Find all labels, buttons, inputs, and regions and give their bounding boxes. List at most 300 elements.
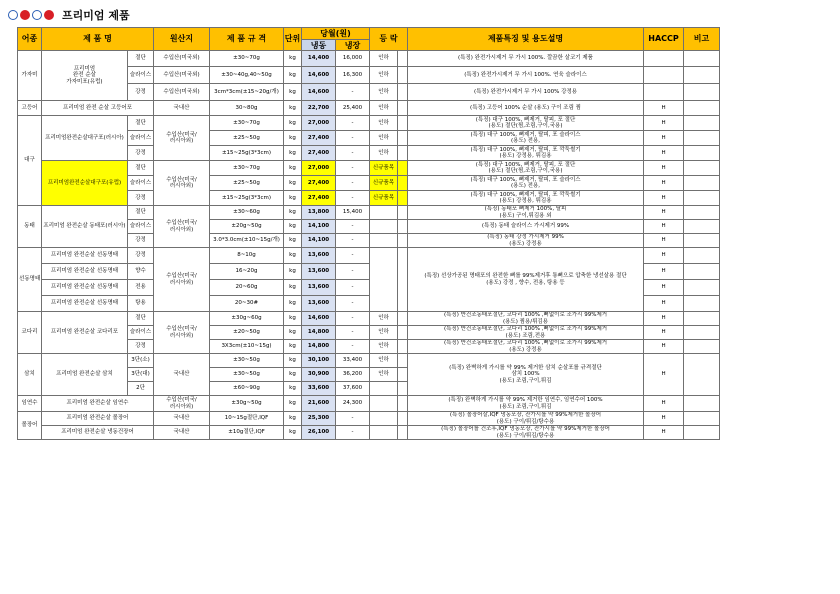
category-cell: 고등어 <box>18 101 42 116</box>
spec-cell: ±20~50g <box>210 326 284 340</box>
frozen-price-cell: 27,400 <box>302 176 336 191</box>
origin-cell: 수입산(미국/러시아외) <box>154 248 210 312</box>
origin-cell: 수입산(미국/러시아외) <box>154 206 210 248</box>
unit-cell: kg <box>284 312 302 326</box>
grade-cell: 인하 <box>370 354 398 368</box>
cut-type-cell: 강정 <box>128 146 154 161</box>
category-cell: 임연수 <box>18 396 42 412</box>
cut-type-cell: 전용 <box>128 280 154 296</box>
table-row <box>18 206 720 220</box>
haccp-cell: H <box>644 312 684 326</box>
grade-cell: 인하 <box>370 101 398 116</box>
unit-cell: kg <box>284 176 302 191</box>
unit-cell: kg <box>284 191 302 206</box>
chilled-price-cell: - <box>336 176 370 191</box>
table-row <box>18 116 720 131</box>
frozen-price-cell: 27,400 <box>302 131 336 146</box>
table-row <box>18 101 720 116</box>
chilled-price-cell: 24,300 <box>336 396 370 412</box>
note-cell <box>684 396 720 412</box>
note-cell <box>684 426 720 440</box>
chilled-price-cell: - <box>336 220 370 234</box>
origin-cell: 수입산(미국외) <box>154 67 210 84</box>
grade-cell <box>370 206 398 220</box>
note-cell <box>684 296 720 312</box>
feature-cell: (특징) 대구 100%, 뼈제거, 탈피, 포 슬라이스 (용도) 전용, <box>408 176 644 191</box>
haccp-cell: H <box>644 176 684 191</box>
feature-cell: (특징) 완전가시제거 무 가시 100%. 연육 슬라이스 <box>408 67 644 84</box>
grade-spacer-cell <box>398 101 408 116</box>
feature-cell: (특징) 고등어 100% 순살 (용도) 구이 조림 찜 <box>408 101 644 116</box>
grade-cell: 인하 <box>370 67 398 84</box>
haccp-cell: H <box>644 340 684 354</box>
feature-cell: (특징) 반건조동태포절단, 코다리 100% ,뼈없이로 조가시 99%제거 (용도) 조림,전용 <box>408 326 644 340</box>
haccp-cell: H <box>644 280 684 296</box>
grade-cell <box>370 382 398 396</box>
spec-cell: 20~30# <box>210 296 284 312</box>
frozen-price-cell: 13,600 <box>302 280 336 296</box>
feature-cell: (특징) 대구 100%, 뼈제거, 탈피, 포 절단 (용도) 절단(찜,조림,구이,국용) <box>408 116 644 131</box>
frozen-price-cell: 25,300 <box>302 412 336 426</box>
cut-type-cell: 절단 <box>128 206 154 220</box>
note-cell <box>684 176 720 191</box>
note-cell <box>684 326 720 340</box>
frozen-price-cell: 13,600 <box>302 248 336 264</box>
grade-spacer-cell <box>398 67 408 84</box>
chilled-price-cell: - <box>336 234 370 248</box>
product-name-cell: 프리미엄 완전순살 선동명태 <box>42 264 128 280</box>
chilled-price-cell: - <box>336 312 370 326</box>
chilled-price-cell: - <box>336 340 370 354</box>
frozen-price-cell: 30,100 <box>302 354 336 368</box>
spec-cell: ±30g~50g <box>210 396 284 412</box>
unit-cell: kg <box>284 146 302 161</box>
chilled-price-cell: - <box>336 161 370 176</box>
product-name-cell: 프리미엄 완전 순살 고등어포 <box>42 101 154 116</box>
cut-type-cell: 슬라이스 <box>128 67 154 84</box>
feature-cell: (특징) 볼장어살,IQF 냉동포장, 잔가시를 약 99%제거한 볼장어 (용도) 구이/튀김/탕수용 <box>408 412 644 426</box>
spec-cell: ±10g절단,IQF <box>210 426 284 440</box>
col-feature: 제품특징 및 용도설명 <box>408 28 644 51</box>
unit-cell: kg <box>284 368 302 382</box>
haccp-cell: H <box>644 131 684 146</box>
feature-cell: (특징) 동태 슬라이스 가시제거 99% <box>408 220 644 234</box>
product-name-cell: 프리미엄 완전 순살 가자미포(유럽) <box>42 51 128 101</box>
frozen-price-cell: 14,400 <box>302 51 336 67</box>
header-row <box>18 28 720 51</box>
note-cell <box>684 264 720 280</box>
haccp-cell: H <box>644 146 684 161</box>
col-origin: 원산지 <box>154 28 210 51</box>
chilled-price-cell: - <box>336 84 370 101</box>
cut-type-cell: 슬라이스 <box>128 326 154 340</box>
col-frozen: 냉동 <box>302 40 336 51</box>
grade-cell <box>370 396 398 412</box>
spec-cell: 30~80g <box>210 101 284 116</box>
unit-cell: kg <box>284 101 302 116</box>
unit-cell: kg <box>284 340 302 354</box>
grade-spacer-cell <box>398 326 408 340</box>
product-name-cell: 프리미엄 완전순살 임연수 <box>42 396 154 412</box>
grade-spacer-cell <box>398 382 408 396</box>
category-cell: 삼치 <box>18 354 42 396</box>
note-cell <box>684 67 720 84</box>
table-row <box>18 426 720 440</box>
unit-cell: kg <box>284 116 302 131</box>
table-row <box>18 312 720 326</box>
origin-cell: 국내산 <box>154 354 210 396</box>
unit-cell: kg <box>284 220 302 234</box>
grade-cell <box>370 248 398 312</box>
feature-cell: (특징) 동태포 뼈제거 100%, 탈피 (용도) 구이,튀김용 외 <box>408 206 644 220</box>
product-name-cell: 프리미엄 완전순살 동태포(러시아) <box>42 206 128 248</box>
cut-type-cell: 절단 <box>128 116 154 131</box>
cut-type-cell: 슬라이스 <box>128 176 154 191</box>
grade-cell: 인하 <box>370 131 398 146</box>
origin-cell: 수입산(미국외) <box>154 51 210 67</box>
unit-cell: kg <box>284 296 302 312</box>
product-name-cell: 프리미엄완전순살대구포(유럽) <box>42 161 128 206</box>
product-name-cell: 프리미엄 완전순살 선동명태 <box>42 280 128 296</box>
note-cell <box>684 84 720 101</box>
circle-red-icon <box>44 10 54 20</box>
chilled-price-cell: - <box>336 116 370 131</box>
note-cell <box>684 312 720 326</box>
frozen-price-cell: 13,600 <box>302 264 336 280</box>
grade-cell: 신규품목 <box>370 191 398 206</box>
haccp-cell: H <box>644 354 684 396</box>
feature-cell: (특징) 완전가시제거 무 가시 100% 강정용 <box>408 84 644 101</box>
frozen-price-cell: 22,700 <box>302 101 336 116</box>
grade-cell <box>370 220 398 234</box>
col-grade: 등 락 <box>370 28 408 51</box>
frozen-price-cell: 14,100 <box>302 234 336 248</box>
product-name-cell: 프리미엄 완전순살 선동명태 <box>42 248 128 264</box>
grade-cell: 인하 <box>370 368 398 382</box>
spec-cell: 3X3cm(±10~15g) <box>210 340 284 354</box>
spec-cell: ±30g~60g <box>210 312 284 326</box>
category-cell: 동태 <box>18 206 42 248</box>
table-row <box>18 248 720 264</box>
note-cell <box>684 116 720 131</box>
col-unit: 단위 <box>284 28 302 51</box>
chilled-price-cell: - <box>336 264 370 280</box>
chilled-price-cell: - <box>336 326 370 340</box>
unit-cell: kg <box>284 248 302 264</box>
unit-cell: kg <box>284 51 302 67</box>
feature-cell: (특징) 완벽하게 가시를 약 99% 제거한 임연수, 임연수어 100% (용도) 조림,구이,튀김 <box>408 396 644 412</box>
grade-spacer-cell <box>398 146 408 161</box>
haccp-cell: H <box>644 396 684 412</box>
feature-cell: (특징) 완벽하게 가시를 약 99% 제거한 삼치 순살포를 규격절단 삼치 100% (용도) 조림,구이,튀김 <box>408 354 644 396</box>
frozen-price-cell: 13,600 <box>302 296 336 312</box>
frozen-price-cell: 26,100 <box>302 426 336 440</box>
grade-spacer-cell <box>398 426 408 440</box>
chilled-price-cell: - <box>336 296 370 312</box>
origin-cell: 국내산 <box>154 101 210 116</box>
cut-type-cell: 향수 <box>128 264 154 280</box>
grade-cell: 인하 <box>370 146 398 161</box>
category-cell: 가자미 <box>18 51 42 101</box>
chilled-price-cell: 33,400 <box>336 354 370 368</box>
note-cell <box>684 280 720 296</box>
unit-cell: kg <box>284 396 302 412</box>
grade-spacer-cell <box>398 161 408 176</box>
origin-cell: 수입산(미국/러시아외) <box>154 396 210 412</box>
grade-spacer-cell <box>398 220 408 234</box>
unit-cell: kg <box>284 382 302 396</box>
product-name-cell: 프리미엄 완전순살 볼장어 <box>42 412 154 426</box>
feature-cell: (특징) 대구 100%, 뼈제거, 탈피, 포 절단 (용도) 절단(찜,조림,구이,국용) <box>408 161 644 176</box>
frozen-price-cell: 14,800 <box>302 326 336 340</box>
frozen-price-cell: 14,800 <box>302 340 336 354</box>
frozen-price-cell: 13,800 <box>302 206 336 220</box>
haccp-cell: H <box>644 101 684 116</box>
feature-cell: (특징) 대구 100%, 뼈제거, 탈피, 포 슬라이스 (용도) 전용, <box>408 131 644 146</box>
grade-spacer-cell <box>398 191 408 206</box>
note-cell <box>684 234 720 248</box>
cut-type-cell: 절단 <box>128 312 154 326</box>
grade-cell: 인하 <box>370 116 398 131</box>
frozen-price-cell: 30,900 <box>302 368 336 382</box>
table-row <box>18 354 720 368</box>
col-product: 제 품 명 <box>42 28 154 51</box>
price-month-label: 당월(원) <box>302 28 369 40</box>
cut-type-cell: 강정 <box>128 340 154 354</box>
grade-spacer-cell <box>398 248 408 312</box>
spec-cell: ±30~40g,40~50g <box>210 67 284 84</box>
unit-cell: kg <box>284 234 302 248</box>
note-cell <box>684 51 720 67</box>
note-cell <box>684 340 720 354</box>
frozen-price-cell: 27,400 <box>302 146 336 161</box>
haccp-cell: H <box>644 296 684 312</box>
spec-cell: 20~60g <box>210 280 284 296</box>
grade-cell <box>370 234 398 248</box>
category-cell: 대구 <box>18 116 42 206</box>
frozen-price-cell: 27,000 <box>302 116 336 131</box>
spec-cell: ±30~50g <box>210 354 284 368</box>
col-note: 비고 <box>684 28 720 51</box>
chilled-price-cell: - <box>336 426 370 440</box>
feature-cell: (특징) 동태 강정 가시제거 99% (용도) 강정용 <box>408 234 644 248</box>
haccp-cell: H <box>644 426 684 440</box>
grade-cell: 인하 <box>370 84 398 101</box>
frozen-price-cell: 14,600 <box>302 67 336 84</box>
unit-cell: kg <box>284 426 302 440</box>
category-cell: 선동명태 <box>18 248 42 312</box>
haccp-cell: H <box>644 326 684 340</box>
haccp-cell: H <box>644 264 684 280</box>
chilled-price-cell: 16,000 <box>336 51 370 67</box>
note-cell <box>684 131 720 146</box>
frozen-price-cell: 33,600 <box>302 382 336 396</box>
circle-outline-icon <box>32 10 42 20</box>
chilled-price-cell: - <box>336 248 370 264</box>
grade-cell <box>370 412 398 426</box>
chilled-price-cell: - <box>336 191 370 206</box>
table-row <box>18 412 720 426</box>
circle-red-icon <box>20 10 30 20</box>
chilled-price-cell: 36,200 <box>336 368 370 382</box>
haccp-cell <box>644 67 684 84</box>
unit-cell: kg <box>284 84 302 101</box>
category-cell: 볼장어 <box>18 412 42 440</box>
chilled-price-cell: 16,300 <box>336 67 370 84</box>
grade-spacer-cell <box>398 176 408 191</box>
feature-cell: (특징) 완전가시제거 무 가시 100%. 깔끔한 살코기 제품 <box>408 51 644 67</box>
frozen-price-cell: 14,100 <box>302 220 336 234</box>
unit-cell: kg <box>284 206 302 220</box>
feature-cell: (특징) 대구 100%, 뼈제거, 탈피, 포 깍둑썰기 (용도) 강정용, 튀김용 <box>408 191 644 206</box>
note-cell <box>684 101 720 116</box>
feature-cell: (특징) 볼장어를 건조후,IQF 냉동포장, 잔가시를 약 99%제거한 볼장어 (용도) 구이/튀김/탕수용 <box>408 426 644 440</box>
table-row <box>18 161 720 176</box>
spec-cell: ±30~50g <box>210 368 284 382</box>
table-row <box>18 396 720 412</box>
cut-type-cell: 강정 <box>128 234 154 248</box>
col-price <box>302 28 370 51</box>
unit-cell: kg <box>284 326 302 340</box>
spec-cell: ±30~70g <box>210 161 284 176</box>
grade-spacer-cell <box>398 131 408 146</box>
unit-cell: kg <box>284 161 302 176</box>
frozen-price-cell: 14,600 <box>302 84 336 101</box>
spec-cell: ±30~70g <box>210 51 284 67</box>
grade-spacer-cell <box>398 354 408 368</box>
cut-type-cell: 슬라이스 <box>128 131 154 146</box>
spec-cell: 10~15g절단,IQF <box>210 412 284 426</box>
spec-cell: ±15~25g(3*3cm) <box>210 191 284 206</box>
cut-type-cell: 3단(대) <box>128 368 154 382</box>
origin-cell: 국내산 <box>154 426 210 440</box>
grade-cell <box>370 426 398 440</box>
unit-cell: kg <box>284 67 302 84</box>
grade-spacer-cell <box>398 340 408 354</box>
cut-type-cell: 2단 <box>128 382 154 396</box>
chilled-price-cell: - <box>336 280 370 296</box>
unit-cell: kg <box>284 280 302 296</box>
col-chilled: 냉장 <box>344 41 361 50</box>
feature-cell: (특징) 반건조동태포절단, 코다리 100% ,뼈없이로 조가시 99%제거 (용도) 찜용/튀김용 <box>408 312 644 326</box>
spec-cell: 16~20g <box>210 264 284 280</box>
chilled-price-cell: 37,600 <box>336 382 370 396</box>
spec-cell: ±60~90g <box>210 382 284 396</box>
grade-cell: 신규품목 <box>370 161 398 176</box>
feature-cell: (특징) 대구 100%, 뼈제거, 탈피, 포 깍둑썰기 (용도) 강정용, 튀김용 <box>408 146 644 161</box>
haccp-cell: H <box>644 248 684 264</box>
origin-cell: 수입산(미국/러시아외) <box>154 312 210 354</box>
product-name-cell: 프리미엄 완전순살 코다리포 <box>42 312 128 354</box>
chilled-price-cell: 25,400 <box>336 101 370 116</box>
grade-spacer-cell <box>398 396 408 412</box>
spec-cell: ±30~70g <box>210 116 284 131</box>
grade-spacer-cell <box>398 234 408 248</box>
chilled-price-cell: - <box>336 131 370 146</box>
col-category: 어종 <box>18 28 42 51</box>
haccp-cell: H <box>644 116 684 131</box>
cut-type-cell: 탕용 <box>128 296 154 312</box>
chilled-price-cell: - <box>336 146 370 161</box>
cut-type-cell: 강정 <box>128 84 154 101</box>
title-text: 프리미엄 제품 <box>62 9 130 22</box>
grade-cell: 인하 <box>370 326 398 340</box>
haccp-cell: H <box>644 161 684 176</box>
note-cell <box>684 412 720 426</box>
origin-cell: 수입산(미국/러시아외) <box>154 161 210 206</box>
spec-cell: ±20g~50g <box>210 220 284 234</box>
col-spec: 제 품 규 격 <box>210 28 284 51</box>
grade-spacer-cell <box>398 368 408 382</box>
spec-cell: 8~10g <box>210 248 284 264</box>
page-title <box>8 4 130 26</box>
grade-cell: 인하 <box>370 51 398 67</box>
haccp-cell: H <box>644 412 684 426</box>
grade-spacer-cell <box>398 116 408 131</box>
grade-spacer-cell <box>398 51 408 67</box>
unit-cell: kg <box>284 131 302 146</box>
chilled-price-cell: - <box>336 412 370 426</box>
spec-cell: 3.0*3.0cm(±10~15g/개) <box>210 234 284 248</box>
cut-type-cell: 절단 <box>128 161 154 176</box>
feature-cell: (특징) 반건조동태포절단, 코다리 100% ,뼈없이로 조가시 99%제거 (용도) 강정용 <box>408 340 644 354</box>
grade-spacer-cell <box>398 206 408 220</box>
haccp-cell: H <box>644 234 684 248</box>
col-haccp: HACCP <box>644 28 684 51</box>
product-name-cell: 프리미엄 완전순살 냉동건장어 <box>42 426 154 440</box>
haccp-cell <box>644 84 684 101</box>
grade-cell: 신규품목 <box>370 176 398 191</box>
chilled-price-cell: 15,400 <box>336 206 370 220</box>
haccp-cell <box>644 51 684 67</box>
grade-spacer-cell <box>398 412 408 426</box>
haccp-cell: H <box>644 191 684 206</box>
cut-type-cell: 강정 <box>128 191 154 206</box>
product-name-cell: 프리미엄 완전순살 삼치 <box>42 354 128 396</box>
frozen-price-cell: 27,400 <box>302 191 336 206</box>
spec-cell: ±15~25g(3*3cm) <box>210 146 284 161</box>
category-cell: 코다리 <box>18 312 42 354</box>
origin-cell: 국내산 <box>154 412 210 426</box>
origin-cell: 수입산(미국/러시아외) <box>154 116 210 161</box>
note-cell <box>684 220 720 234</box>
grade-cell: 인하 <box>370 340 398 354</box>
product-name-cell: 프리미엄 완전순살 선동명태 <box>42 296 128 312</box>
product-name-cell: 프리미엄완전순살대구포(러시아) <box>42 116 128 161</box>
circle-outline-icon <box>8 10 18 20</box>
note-cell <box>684 191 720 206</box>
spec-cell: ±25~50g <box>210 131 284 146</box>
cut-type-cell: 슬라이스 <box>128 220 154 234</box>
spec-cell: 3cm*3cm(±15~20g/개) <box>210 84 284 101</box>
note-cell <box>684 146 720 161</box>
origin-cell: 수입산(미국외) <box>154 84 210 101</box>
note-cell <box>684 161 720 176</box>
unit-cell: kg <box>284 412 302 426</box>
spec-cell: ±25~50g <box>210 176 284 191</box>
cut-type-cell: 강정 <box>128 248 154 264</box>
grade-cell: 인하 <box>370 312 398 326</box>
table-row <box>18 51 720 67</box>
premium-product-table <box>17 27 720 440</box>
note-cell <box>684 354 720 396</box>
haccp-cell: H <box>644 220 684 234</box>
spec-cell: ±30~60g <box>210 206 284 220</box>
note-cell <box>684 248 720 264</box>
frozen-price-cell: 27,000 <box>302 161 336 176</box>
unit-cell: kg <box>284 264 302 280</box>
frozen-price-cell: 21,600 <box>302 396 336 412</box>
